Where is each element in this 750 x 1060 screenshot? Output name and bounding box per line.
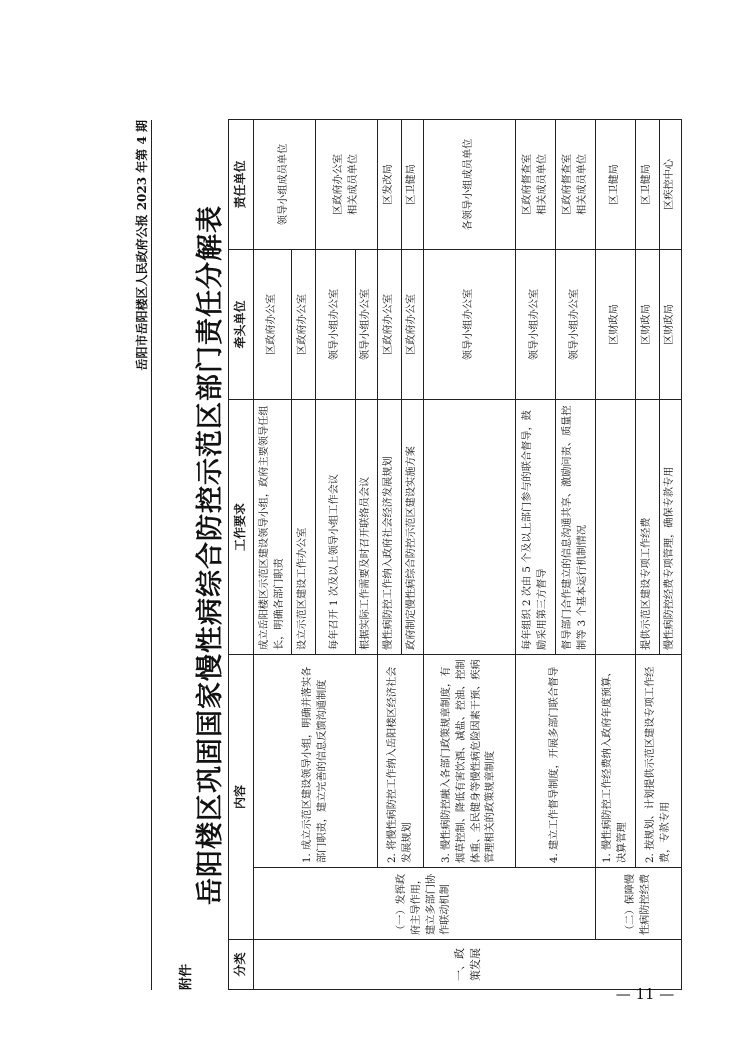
content-cell: 2. 将慢性病防控工作纳入岳阳楼区经济社会发展规划 [378, 654, 424, 867]
responsible-unit-cell: 区发改局 [378, 119, 402, 249]
responsible-unit-cell: 区卫健局 [636, 119, 660, 249]
lead-unit-cell: 区政府办公室 [378, 249, 402, 399]
lead-unit-cell: 领导小组办公室 [556, 249, 596, 399]
requirement-cell: 慢性病防控经费专项管理，确保专款专用 [660, 399, 682, 654]
table-row [636, 119, 660, 989]
content-cell: 2. 按规划、计划提供示范区建设专项工作经费，专款专用 [636, 654, 682, 867]
lead-unit-cell: 区财政局 [636, 249, 660, 399]
lead-unit-cell: 领导小组办公室 [424, 249, 516, 399]
category-cell: 一、政策发展 [254, 940, 682, 990]
requirement-cell [596, 399, 636, 654]
content-cell: 1. 成立示范区建设领导小组，明确并落实各部门职责，建立完善的信息反馈沟通制度 [254, 654, 378, 867]
requirement-cell: 设立示范区建设工作办公室 [292, 399, 316, 654]
requirement-cell: 根据实际工作需要及时召开联络员会议 [356, 399, 378, 654]
table-row [378, 119, 402, 989]
lead-unit-cell: 领导小组办公室 [516, 249, 556, 399]
header-rule [151, 120, 152, 990]
requirement-cell: 政府制定慢性病综合防控示范区建设实施方案 [402, 399, 424, 654]
document-title: 岳阳楼区巩固国家慢性病综合防控示范区部门责任分解表 [195, 205, 226, 905]
lead-unit-cell: 区政府办公室 [402, 249, 424, 399]
requirement-cell: 每年组织 2 次由 5 个及以上部门参与的联合督导，鼓励采用第三方督导 [516, 399, 556, 654]
responsibility-table [228, 119, 682, 990]
header-lead: 牵头单位 [229, 249, 254, 399]
running-header [125, 120, 155, 990]
table-header-row [229, 119, 254, 989]
requirement-cell: 督导部门合作建立的信息沟通共享、激励问责、质量控制等 3 个基本运行机制情况 [556, 399, 596, 654]
lead-unit-cell: 领导小组办公室 [356, 249, 378, 399]
responsible-unit-cell: 区卫健局 [596, 119, 636, 249]
lead-unit-cell: 领导小组办公室 [316, 249, 356, 399]
rotated-content [125, 120, 745, 990]
lead-unit-cell: 区政府办公室 [254, 249, 292, 399]
requirement-cell: 成立岳阳楼区示范区建设领导小组，政府主要领导任组长，明确各部门职责 [254, 399, 292, 654]
header-category: 分类 [229, 940, 254, 990]
requirement-cell: 慢性病防控工作纳入政府社会经济发展规划 [378, 399, 402, 654]
content-cell: 4. 建立工作督导制度，开展多部门联合督导 [516, 654, 596, 867]
subcategory-cell: （二）保障慢性病防控经费 [596, 868, 682, 940]
content-cell: 1. 慢性病防控工作经费纳入政府年度预算、决算管理 [596, 654, 636, 867]
content-cell: 3. 慢性病防控融入各部门政策规章制度，有烟草控制、降低有害饮酒、减盐、控油、控制体重、全民健身等慢性病危险因素干预、疾病管理相关的政策规章制度 [424, 654, 516, 867]
responsible-unit-cell: 领导小组成员单位 [254, 119, 316, 249]
table-row [596, 119, 636, 989]
table-row [424, 119, 516, 989]
subcategory-cell: （一）发挥政府主导作用，建立多部门协作联动机制 [254, 868, 596, 940]
lead-unit-cell: 区财政局 [596, 249, 636, 399]
lead-unit-cell: 区财政局 [660, 249, 682, 399]
responsible-unit-cell: 区政府督查室 相关成员单位 [516, 119, 556, 249]
responsible-unit-cell: 区政府办公室 相关成员单位 [316, 119, 378, 249]
responsible-unit-cell: 区卫健局 [402, 119, 424, 249]
header-content: 内容 [229, 654, 254, 939]
requirement-cell [424, 399, 516, 654]
header-requirement: 工作要求 [229, 399, 254, 654]
table-row [254, 119, 292, 989]
annex-label: 附件 [179, 963, 194, 990]
table-row [516, 119, 556, 989]
page-number: — 11 — [615, 985, 675, 1003]
requirement-cell: 提供示范区建设专项工作经费 [636, 399, 660, 654]
header-responsible: 责任单位 [229, 119, 254, 249]
lead-unit-cell: 区政府办公室 [292, 249, 316, 399]
responsible-unit-cell: 区疾控中心 [660, 119, 682, 249]
responsible-unit-cell: 区政府督查室 相关成员单位 [556, 119, 596, 249]
requirement-cell: 每年召开 1 次及以上领导小组工作会议 [316, 399, 356, 654]
responsible-unit-cell: 各领导小组成员单位 [424, 119, 516, 249]
publication-title: 岳阳市岳阳楼区人民政府公报 2023 年第 4 期 [135, 120, 149, 371]
